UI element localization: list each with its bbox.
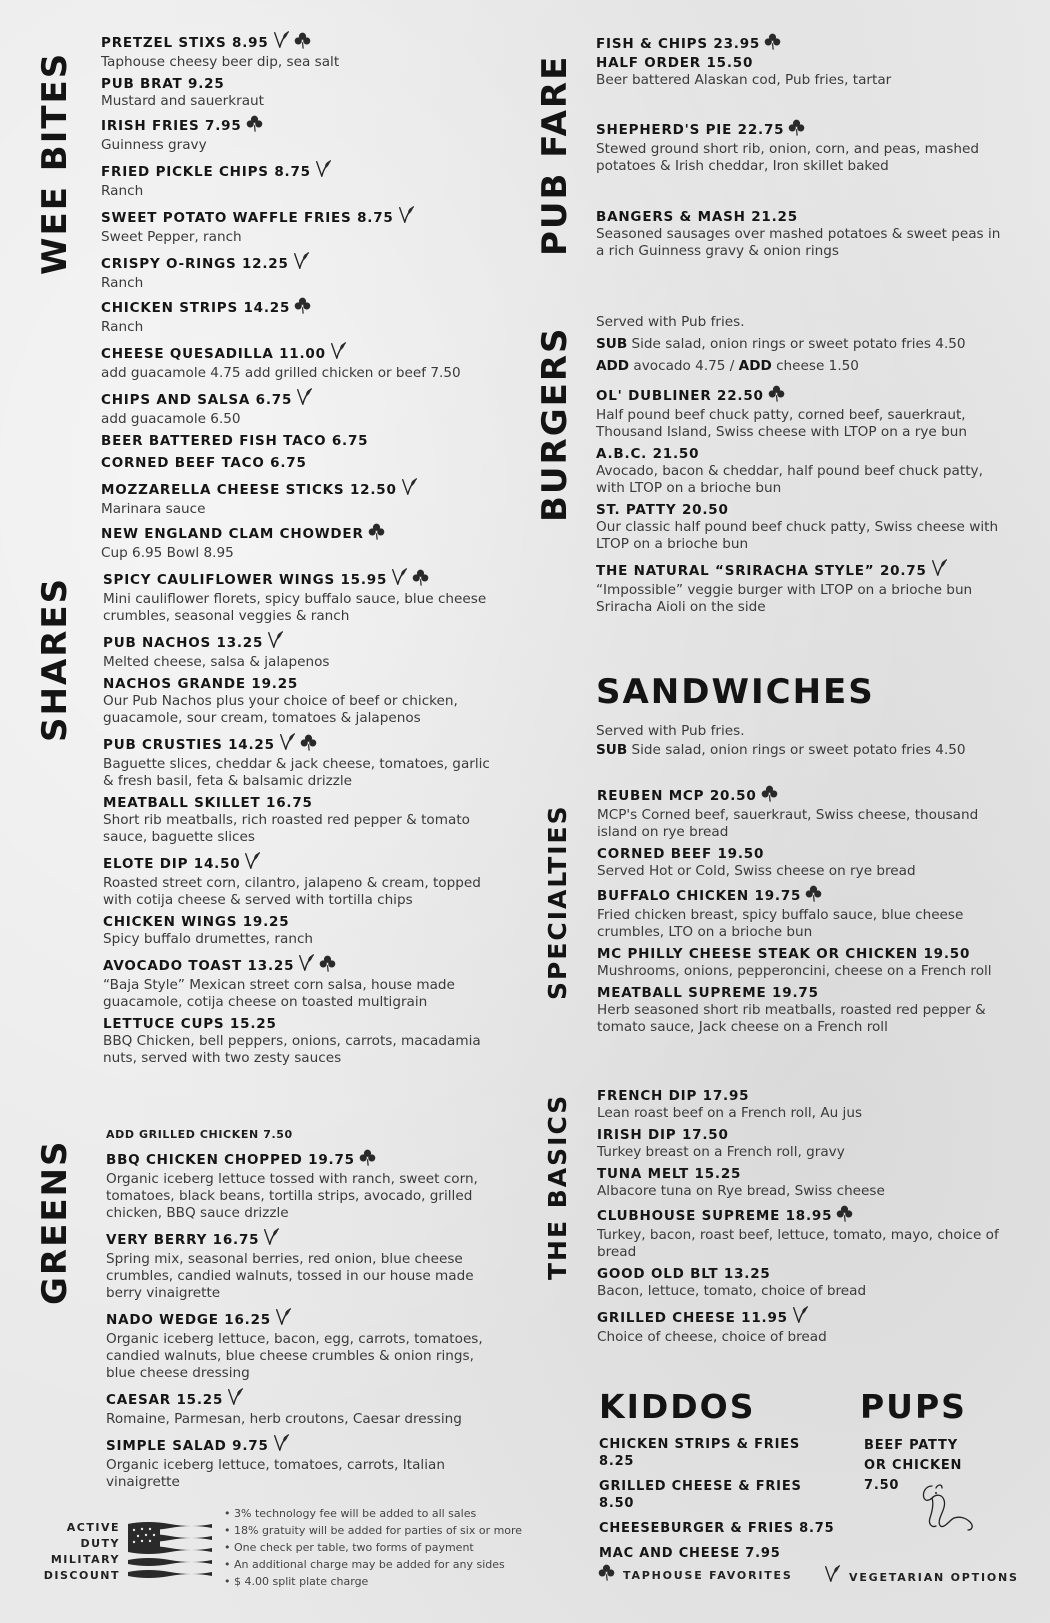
wee-bites-list: [101, 30, 501, 567]
veg-icon: [267, 630, 284, 654]
item-name: SPICY CAULIFLOWER WINGS 15.95: [103, 567, 503, 591]
menu-item: [596, 33, 1006, 89]
pups-line: 7.50: [864, 1478, 900, 1493]
item-desc: Taphouse cheesy beer dip, sea salt: [101, 54, 340, 70]
item-name: CHEESE QUESADILLA 11.00: [101, 341, 501, 365]
sandwiches-served-note: Served with Pub fries.: [596, 723, 745, 739]
item-name: AVOCADO TOAST 13.25: [103, 953, 503, 977]
item-desc: BBQ Chicken, bell peppers, onions, carrots, macadamia nuts, served with two zesty sauces: [103, 1033, 481, 1066]
item-desc: Bacon, lettuce, tomato, choice of bread: [597, 1283, 867, 1299]
footer-note: • An additional charge may be added for any sides: [224, 1556, 554, 1573]
item-name: PUB BRAT 9.25: [101, 76, 225, 92]
item-desc: Marinara sauce: [101, 501, 206, 517]
menu-item: [101, 387, 501, 428]
menu-item: [101, 115, 501, 154]
item-name: MOZZARELLA CHEESE STICKS 12.50: [101, 477, 501, 501]
item-name: ELOTE DIP 14.50: [103, 851, 503, 875]
item-name: CRISPY O-RINGS 12.25: [101, 251, 501, 275]
item-desc: Organic iceberg lettuce tossed with ranch, sweet corn, tomatoes, black beans, tortilla strips, avocado, grilled chicken, BBQ sauce drizzle: [106, 1171, 478, 1221]
menu-item: [596, 209, 1006, 260]
item-name: CORNED BEEF 19.50: [597, 846, 765, 862]
item-name: MEATBALL SKILLET 16.75: [103, 795, 313, 811]
greens-add-chicken-note: ADD GRILLED CHICKEN 7.50: [106, 1128, 293, 1141]
item-desc: Baguette slices, cheddar & jack cheese, tomatoes, garlic & fresh basil, feta & balsamic drizzle: [103, 756, 490, 789]
veg-icon: [824, 1564, 841, 1586]
item-desc: Spicy buffalo drumettes, ranch: [103, 931, 314, 947]
menu-item: [106, 1433, 506, 1491]
menu-item: [596, 502, 1006, 553]
item-name: BEER BATTERED FISH TACO 6.75: [101, 433, 369, 449]
menu-item: [103, 630, 503, 671]
burgers-list: [596, 385, 1006, 616]
item-name: PRETZEL STIXS 8.95: [101, 30, 501, 54]
item-name: NEW ENGLAND CLAM CHOWDER: [101, 523, 501, 545]
menu-item: [597, 1205, 1007, 1261]
military-discount-label: ACTIVE DUTY MILITARY DISCOUNT: [43, 1521, 120, 1582]
burgers-served-note: Served with Pub fries.: [596, 314, 745, 330]
shamrock-icon: [294, 297, 311, 319]
veg-icon: [401, 477, 418, 501]
menu-item: [103, 795, 503, 846]
menu-item: [101, 341, 501, 382]
item-desc: Turkey breast on a French roll, gravy: [597, 1144, 845, 1160]
menu-item: [597, 846, 1007, 880]
menu-item: [106, 1149, 506, 1222]
pups-line: BEEF PATTY: [864, 1438, 958, 1453]
legend-vegetarian: VEGETARIAN OPTIONS: [824, 1564, 1019, 1586]
veg-icon: [227, 1387, 244, 1411]
section-title-specialties: SPECIALTIES: [543, 804, 572, 1000]
item-desc: Spring mix, seasonal berries, red onion, blue cheese crumbles, candied walnuts, tossed in our house made berry vinaigrette: [106, 1251, 474, 1301]
menu-item: [101, 433, 501, 450]
item-desc: Sweet Pepper, ranch: [101, 229, 242, 245]
shamrock-icon: [598, 1564, 615, 1584]
menu-item: [597, 1305, 1007, 1346]
menu-item: [596, 558, 1006, 616]
shamrock-icon: [294, 32, 311, 54]
item-name: CLUBHOUSE SUPREME 18.95: [597, 1205, 1007, 1227]
item-name: TUNA MELT 15.25: [597, 1166, 742, 1182]
veg-icon: [273, 30, 290, 54]
item-name-half-order: HALF ORDER 15.50: [596, 55, 754, 71]
menu-item: [597, 1088, 1007, 1122]
veg-icon: [296, 387, 313, 411]
item-name: NACHOS GRANDE 19.25: [103, 676, 299, 692]
menu-item: [103, 567, 503, 625]
item-desc: MCP's Corned beef, sauerkraut, Swiss cheese, thousand island on rye bread: [597, 807, 979, 840]
menu-item: [597, 1266, 1007, 1300]
item-desc: “Impossible” veggie burger with LTOP on a brioche bun Sriracha Aioli on the side: [596, 582, 973, 615]
section-title-pups: PUPS: [860, 1387, 967, 1426]
veg-icon: [293, 251, 310, 275]
veg-icon: [931, 558, 948, 582]
menu-item: [597, 946, 1007, 980]
item-name: THE NATURAL “SRIRACHA STYLE” 20.75: [596, 558, 1006, 582]
item-desc: “Baja Style” Mexican street corn salsa, house made guacamole, cotija cheese on toasted multigrain: [103, 977, 455, 1010]
greens-list: [106, 1149, 506, 1491]
item-desc: Cup 6.95 Bowl 8.95: [101, 545, 234, 561]
kiddos-item: CHICKEN STRIPS & FRIES 8.25: [599, 1437, 801, 1469]
footer-notes: [224, 1505, 554, 1590]
kiddos-item: MAC AND CHEESE 7.95: [599, 1546, 781, 1561]
shares-list: [103, 567, 503, 1072]
item-name: OL' DUBLINER 22.50: [596, 385, 1006, 407]
shamrock-icon: [246, 115, 263, 137]
veg-icon: [273, 1433, 290, 1457]
item-desc: add guacamole 4.75 add grilled chicken or beef 7.50: [101, 365, 461, 381]
footer-note: • 18% gratuity will be added for parties of six or more: [224, 1522, 554, 1539]
shamrock-icon: [836, 1205, 853, 1227]
section-title-wee-bites: WEE BITES: [35, 51, 75, 275]
kiddos-list: [599, 1436, 839, 1570]
menu-item: [103, 851, 503, 909]
menu-item: [106, 1307, 506, 1382]
shamrock-icon: [788, 119, 805, 141]
veg-icon: [275, 1307, 292, 1331]
menu-item: [101, 159, 501, 200]
menu-item: [106, 1387, 506, 1428]
item-desc: Ranch: [101, 183, 144, 199]
veg-icon: [263, 1227, 280, 1251]
item-desc: Short rib meatballs, rich roasted red pepper & tomato sauce, baguette slices: [103, 812, 470, 845]
burgers-add-note: ADD avocado 4.75 / ADD cheese 1.50: [596, 358, 859, 374]
menu-item: [101, 76, 501, 110]
item-name: FISH & CHIPS 23.95: [596, 33, 1006, 55]
item-name: IRISH DIP 17.50: [597, 1127, 729, 1143]
item-desc: Mini cauliflower florets, spicy buffalo sauce, blue cheese crumbles, seasonal veggies & ranch: [103, 591, 487, 624]
item-name: BUFFALO CHICKEN 19.75: [597, 885, 1007, 907]
menu-item: [101, 205, 501, 246]
item-name: BANGERS & MASH 21.25: [596, 209, 798, 225]
section-title-greens: GREENS: [35, 1139, 75, 1305]
menu-item: [101, 30, 501, 71]
item-name: CHICKEN STRIPS 14.25: [101, 297, 501, 319]
sandwiches-sub-note: SUB Side salad, onion rings or sweet potato fries 4.50: [596, 742, 966, 758]
item-name: NADO WEDGE 16.25: [106, 1307, 506, 1331]
dog-icon: [918, 1478, 980, 1534]
item-desc: Seasoned sausages over mashed potatoes & sweet peas in a rich Guinness gravy & onion rings: [596, 226, 1001, 259]
item-name: CHIPS AND SALSA 6.75: [101, 387, 501, 411]
item-name: GOOD OLD BLT 13.25: [597, 1266, 771, 1282]
basics-list: [597, 1088, 1007, 1351]
item-desc: Our Pub Nachos plus your choice of beef or chicken, guacamole, sour cream, tomatoes & jalapenos: [103, 693, 458, 726]
item-name: SWEET POTATO WAFFLE FRIES 8.75: [101, 205, 501, 229]
menu-item: [596, 385, 1006, 441]
menu-item: [101, 251, 501, 292]
item-name: CAESAR 15.25: [106, 1387, 506, 1411]
shamrock-icon: [764, 33, 781, 55]
shamrock-icon: [319, 955, 336, 977]
item-desc: Lean roast beef on a French roll, Au jus: [597, 1105, 863, 1121]
item-name: ST. PATTY 20.50: [596, 502, 729, 518]
burgers-sub-note: SUB Side salad, onion rings or sweet potato fries 4.50: [596, 336, 966, 352]
kiddos-item: GRILLED CHEESE & FRIES 8.50: [599, 1479, 802, 1511]
kiddos-item: CHEESEBURGER & FRIES 8.75: [599, 1521, 835, 1536]
section-title-shares: SHARES: [35, 576, 75, 742]
shamrock-icon: [805, 885, 822, 907]
item-desc: Ranch: [101, 275, 144, 291]
footer-note: • $ 4.00 split plate charge: [224, 1573, 554, 1590]
menu-item: [597, 1166, 1007, 1200]
item-name: FRENCH DIP 17.95: [597, 1088, 750, 1104]
item-name: MEATBALL SUPREME 19.75: [597, 985, 819, 1001]
item-name: LETTUCE CUPS 15.25: [103, 1016, 277, 1032]
item-name: BBQ CHICKEN CHOPPED 19.75: [106, 1149, 506, 1171]
item-desc: Melted cheese, salsa & jalapenos: [103, 654, 330, 670]
veg-icon: [298, 953, 315, 977]
specialties-list: [597, 785, 1007, 1041]
shamrock-icon: [761, 785, 778, 807]
item-desc: Stewed ground short rib, onion, corn, and peas, mashed potatoes & Irish cheddar, Iron skillet baked: [596, 141, 979, 174]
legend-favorites: TAPHOUSE FAVORITES: [598, 1564, 793, 1584]
section-title-sandwiches: SANDWICHES: [596, 672, 875, 712]
menu-item: [103, 914, 503, 948]
item-desc: Our classic half pound beef chuck patty, Swiss cheese with LTOP on a brioche bun: [596, 519, 999, 552]
item-name: SIMPLE SALAD 9.75: [106, 1433, 506, 1457]
veg-icon: [398, 205, 415, 229]
menu-item: [101, 523, 501, 562]
pub-fare-list: [596, 33, 1006, 265]
item-name: MC PHILLY CHEESE STEAK OR CHICKEN 19.50: [597, 946, 971, 962]
veg-icon: [792, 1305, 809, 1329]
shamrock-icon: [300, 734, 317, 756]
item-desc: Romaine, Parmesan, herb croutons, Caesar dressing: [106, 1411, 462, 1427]
item-name: VERY BERRY 16.75: [106, 1227, 506, 1251]
item-desc: Served Hot or Cold, Swiss cheese on rye bread: [597, 863, 916, 879]
section-title-kiddos: KIDDOS: [599, 1387, 756, 1426]
item-desc: Organic iceberg lettuce, tomatoes, carrots, Italian vinaigrette: [106, 1457, 445, 1490]
section-title-pub-fare: PUB FARE: [535, 54, 575, 256]
veg-icon: [279, 732, 296, 756]
burgers-block: [596, 311, 1006, 621]
menu-item: [103, 732, 503, 790]
item-desc: Choice of cheese, choice of bread: [597, 1329, 827, 1345]
menu-item: [597, 885, 1007, 941]
item-desc: Mushrooms, onions, pepperoncini, cheese on a French roll: [597, 963, 992, 979]
item-desc: Beer battered Alaskan cod, Pub fries, tartar: [596, 72, 892, 88]
sandwiches-notes: [596, 722, 1006, 760]
menu-item: [101, 297, 501, 336]
item-name: A.B.C. 21.50: [596, 446, 700, 462]
item-desc: Half pound beef chuck patty, corned beef, sauerkraut, Thousand Island, Swiss cheese with LTOP on a rye bun: [596, 407, 967, 440]
item-desc: Ranch: [101, 319, 144, 335]
item-name: FRIED PICKLE CHIPS 8.75: [101, 159, 501, 183]
us-flag-icon: [126, 1520, 214, 1580]
menu-item: [103, 953, 503, 1011]
menu-item: [101, 477, 501, 518]
menu-item: [597, 985, 1007, 1036]
section-title-burgers: BURGERS: [535, 326, 575, 522]
item-desc: Mustard and sauerkraut: [101, 93, 264, 109]
item-name: REUBEN MCP 20.50: [597, 785, 1007, 807]
shamrock-icon: [768, 385, 785, 407]
footer-note: • 3% technology fee will be added to all sales: [224, 1505, 554, 1522]
section-title-basics: THE BASICS: [543, 1093, 572, 1280]
menu-item: [597, 785, 1007, 841]
veg-icon: [391, 567, 408, 591]
menu-item: [101, 455, 501, 472]
item-desc: add guacamole 6.50: [101, 411, 241, 427]
item-desc: Guinness gravy: [101, 137, 207, 153]
item-name: GRILLED CHEESE 11.95: [597, 1305, 1007, 1329]
item-name: CORNED BEEF TACO 6.75: [101, 455, 307, 471]
footer-note: • One check per table, two forms of payment: [224, 1539, 554, 1556]
item-desc: Organic iceberg lettuce, bacon, egg, carrots, tomatoes, candied walnuts, blue cheese crumbles & onion rings, blue cheese dressing: [106, 1331, 483, 1381]
shamrock-icon: [368, 523, 385, 545]
item-desc: Turkey, bacon, roast beef, lettuce, tomato, mayo, choice of bread: [597, 1227, 999, 1260]
menu-item: [597, 1127, 1007, 1161]
item-name: PUB NACHOS 13.25: [103, 630, 503, 654]
shamrock-icon: [359, 1149, 376, 1171]
veg-icon: [315, 159, 332, 183]
menu-item: [103, 1016, 503, 1067]
pups-line: OR CHICKEN: [864, 1458, 963, 1473]
veg-icon: [244, 851, 261, 875]
item-desc: Roasted street corn, cilantro, jalapeno & cream, topped with cotija cheese & served with tortilla chips: [103, 875, 481, 908]
item-name: SHEPHERD'S PIE 22.75: [596, 119, 1006, 141]
item-name: IRISH FRIES 7.95: [101, 115, 501, 137]
menu-item: [596, 446, 1006, 497]
item-name: CHICKEN WINGS 19.25: [103, 914, 290, 930]
veg-icon: [330, 341, 347, 365]
menu-item: [596, 119, 1006, 175]
item-desc: Herb seasoned short rib meatballs, roasted red pepper & tomato sauce, Jack cheese on a French roll: [597, 1002, 986, 1035]
greens-block: [106, 1128, 506, 1496]
shamrock-icon: [412, 569, 429, 591]
item-desc: Albacore tuna on Rye bread, Swiss cheese: [597, 1183, 885, 1199]
menu-item: [106, 1227, 506, 1302]
item-name: PUB CRUSTIES 14.25: [103, 732, 503, 756]
menu-item: [103, 676, 503, 727]
item-desc: Fried chicken breast, spicy buffalo sauce, blue cheese crumbles, LTO on a brioche bun: [597, 907, 964, 940]
item-desc: Avocado, bacon & cheddar, half pound beef chuck patty, with LTOP on a brioche bun: [596, 463, 983, 496]
